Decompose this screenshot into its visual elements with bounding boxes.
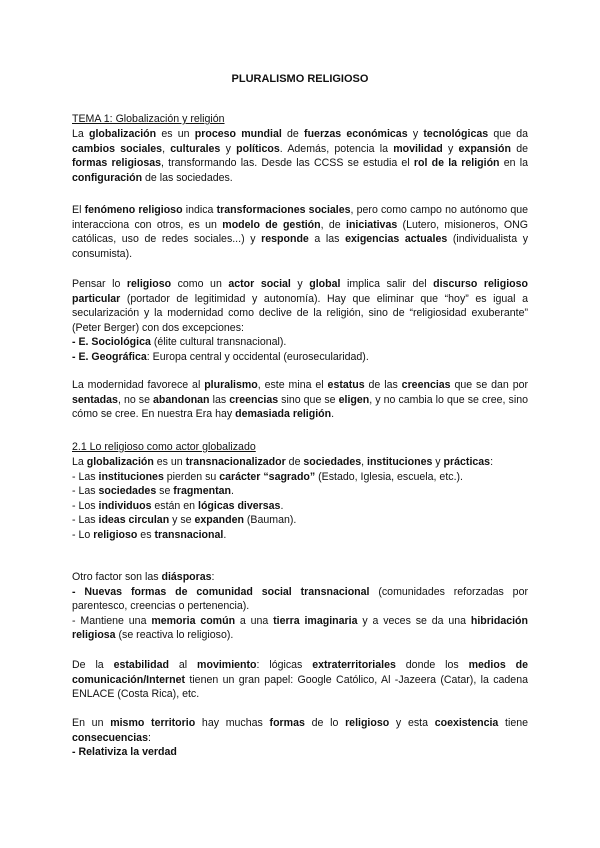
text-run: - Mantiene una bbox=[72, 614, 152, 627]
text-run: . Además, potencia la bbox=[279, 142, 394, 155]
bold-text: instituciones bbox=[367, 456, 433, 468]
text-run: de bbox=[510, 142, 528, 155]
bold-text: eligen bbox=[338, 393, 370, 406]
bold-text: hibridación religiosa bbox=[72, 614, 528, 642]
bold-text: movimiento bbox=[197, 659, 257, 671]
text-run: . bbox=[230, 485, 234, 498]
text-run: Pensar lo bbox=[72, 278, 127, 290]
text-run: pierden su bbox=[163, 470, 220, 483]
bold-text: creencias bbox=[229, 393, 279, 406]
bold-text: - Relativiza la verdad bbox=[72, 746, 177, 759]
text-run: tiene bbox=[498, 717, 529, 729]
bold-text: expanden bbox=[194, 514, 244, 527]
text-run: De la bbox=[72, 659, 114, 671]
text-run: . bbox=[331, 408, 335, 421]
paragraph-mismo-territorio bbox=[72, 716, 528, 760]
text-run: y esta bbox=[389, 717, 435, 729]
bold-text: extraterritoriales bbox=[312, 659, 396, 671]
bold-text: sociedades bbox=[98, 485, 157, 498]
text-run: (portador de legitimidad y autonomía). Hay que eliminar que “hoy” es igual a secularización y la modernidad como declive de la religión, sino de “religiosidad exuberante” (Peter Berger) con dos excepciones: bbox=[72, 292, 528, 334]
bold-text: estabilidad bbox=[113, 659, 169, 671]
paragraph-line bbox=[72, 658, 528, 702]
bold-text: políticos bbox=[236, 142, 280, 155]
text-run: sino que se bbox=[278, 393, 339, 406]
text-run: (se reactiva lo religioso). bbox=[115, 629, 234, 642]
bold-text: - E. Geográfica bbox=[72, 350, 147, 363]
text-run: las bbox=[209, 393, 230, 406]
bold-text: transformaciones sociales bbox=[216, 204, 351, 216]
bold-text: coexistencia bbox=[434, 717, 499, 729]
paragraph-line bbox=[72, 716, 528, 745]
text-run: al bbox=[168, 659, 198, 671]
text-run: y bbox=[220, 142, 237, 155]
bold-text: formas religiosas bbox=[72, 157, 162, 170]
text-run: y bbox=[407, 128, 424, 140]
text-run: hay muchas bbox=[195, 717, 270, 729]
paragraph-line bbox=[72, 745, 528, 760]
bold-text: prácticas bbox=[443, 456, 491, 468]
text-run: que da bbox=[488, 128, 529, 140]
text-run: . bbox=[223, 528, 227, 541]
section-heading-2-1: 2.1 Lo religioso como actor globalizado bbox=[72, 441, 256, 453]
bold-text: pluralismo bbox=[204, 379, 258, 391]
bold-text: religioso bbox=[126, 278, 172, 290]
text-run: , de bbox=[320, 218, 346, 231]
paragraph-globalizacion bbox=[72, 127, 528, 185]
text-run: , pero como campo no autónomo que interacciona con otros, es un bbox=[72, 204, 528, 231]
bold-text: exigencias actuales bbox=[345, 233, 448, 246]
bold-text: globalización bbox=[89, 128, 157, 140]
bold-text: consecuencias bbox=[72, 731, 148, 744]
text-run: es un bbox=[153, 456, 186, 468]
text-run: : lógicas bbox=[256, 659, 313, 671]
bold-text: fenómeno religioso bbox=[84, 204, 183, 216]
text-run: , transformando las. Desde las CCSS se estudia el bbox=[161, 157, 414, 170]
text-run: como un bbox=[171, 278, 229, 290]
text-run: se bbox=[156, 485, 174, 498]
text-run: y bbox=[442, 142, 459, 155]
text-run: La bbox=[72, 128, 90, 140]
text-run: de bbox=[285, 456, 304, 468]
text-run: : bbox=[211, 571, 215, 583]
text-run: y bbox=[290, 278, 310, 290]
text-run: , este mina el bbox=[257, 379, 328, 391]
bold-text: demasiada religión bbox=[235, 408, 332, 421]
text-run: y se bbox=[169, 514, 195, 527]
text-run: Otro factor son las bbox=[72, 571, 162, 583]
bold-text: sociedades bbox=[303, 456, 362, 468]
text-run: y a veces se da una bbox=[357, 614, 471, 627]
text-run: de bbox=[281, 128, 305, 140]
paragraph-line bbox=[72, 455, 528, 470]
text-run: en la bbox=[499, 157, 529, 170]
bold-text: - E. Sociológica bbox=[72, 336, 151, 349]
paragraph-line bbox=[72, 470, 528, 485]
text-run: es un bbox=[156, 128, 195, 140]
text-run: a las bbox=[308, 233, 346, 246]
paragraph-transnacionalizador bbox=[72, 455, 528, 543]
paragraph-line bbox=[72, 528, 528, 543]
bold-text: configuración bbox=[72, 171, 143, 184]
paragraph-diasporas bbox=[72, 570, 528, 643]
bold-text: discurso religioso particular bbox=[72, 278, 529, 305]
bold-text: movilidad bbox=[393, 142, 443, 155]
text-run: que se dan por bbox=[450, 379, 529, 391]
text-run: y bbox=[432, 456, 444, 468]
paragraph-line bbox=[72, 614, 528, 643]
bold-text: tierra imaginaria bbox=[273, 614, 358, 627]
paragraph-line bbox=[72, 585, 528, 614]
text-run: (individualista y consumista). bbox=[72, 233, 528, 260]
text-run: están en bbox=[151, 499, 198, 512]
text-run: (Bauman). bbox=[243, 514, 297, 527]
text-run: (Estado, Iglesia, escuela, etc.). bbox=[315, 470, 463, 483]
text-run: (comunidades reforzadas por parentesco, creencias o pertenencia). bbox=[72, 585, 528, 613]
text-run: En un bbox=[72, 717, 111, 729]
bold-text: medios de comunicación/Internet bbox=[72, 659, 528, 686]
text-run: : bbox=[490, 456, 494, 468]
text-run: La bbox=[72, 456, 87, 468]
text-run: - Las bbox=[72, 514, 99, 527]
bold-text: proceso mundial bbox=[194, 128, 282, 140]
paragraph-pluralismo bbox=[72, 378, 528, 422]
text-run: de las bbox=[364, 379, 402, 391]
text-run: . bbox=[280, 499, 284, 512]
text-run: a una bbox=[235, 614, 274, 627]
paragraph-line bbox=[72, 203, 528, 261]
text-run: : bbox=[147, 731, 151, 744]
bold-text: expansión bbox=[458, 142, 511, 155]
bold-text: - Nuevas formas de comunidad social transnacional bbox=[72, 585, 370, 598]
text-run: La modernidad favorece al bbox=[72, 379, 205, 391]
text-run: El bbox=[72, 204, 85, 216]
bold-text: instituciones bbox=[98, 470, 164, 483]
bold-text: memoria común bbox=[151, 614, 236, 627]
bold-text: estatus bbox=[327, 379, 365, 391]
text-run: - Lo bbox=[72, 528, 94, 541]
text-run: de lo bbox=[304, 717, 346, 729]
paragraph-line bbox=[72, 350, 528, 365]
bold-text: sentadas bbox=[72, 393, 118, 406]
paragraph-actor-social bbox=[72, 277, 528, 365]
bold-text: global bbox=[309, 278, 341, 290]
bold-text: diásporas bbox=[161, 571, 212, 583]
bold-text: cambios sociales bbox=[72, 142, 163, 155]
text-run: , bbox=[162, 142, 171, 155]
text-run: tienen un gran papel: Google Católico, Al -Jazeera (Catar), la cadena ENLACE (Costa Rica), etc. bbox=[72, 673, 528, 701]
bold-text: mismo territorio bbox=[110, 717, 196, 729]
bold-text: individuos bbox=[98, 499, 152, 512]
text-run: donde los bbox=[395, 659, 469, 671]
bold-text: iniciativas bbox=[346, 218, 398, 231]
bold-text: transnacionalizador bbox=[185, 456, 286, 468]
paragraph-line bbox=[72, 378, 528, 422]
bold-text: rol de la religión bbox=[413, 157, 500, 170]
paragraph-line bbox=[72, 277, 528, 335]
text-run: implica salir del bbox=[340, 278, 434, 290]
bold-text: responde bbox=[261, 233, 309, 246]
bold-text: actor social bbox=[228, 278, 291, 290]
bold-text: transnacional bbox=[154, 528, 224, 541]
bold-text: culturales bbox=[170, 142, 221, 155]
text-run: , bbox=[361, 456, 368, 468]
text-run: indica bbox=[182, 204, 217, 216]
text-run: , y no cambia lo que se cree, sino cómo se cree. En nuestra Era hay bbox=[72, 393, 528, 421]
text-run: es bbox=[137, 528, 155, 541]
bold-text: modelo de gestión bbox=[222, 218, 321, 231]
paragraph-line bbox=[72, 127, 528, 185]
bold-text: globalización bbox=[86, 456, 154, 468]
document-title: PLURALISMO RELIGIOSO bbox=[231, 73, 369, 85]
text-run: (Lutero, misioneros, ONG católicas, uso de redes sociales...) y bbox=[72, 218, 528, 246]
paragraph-line bbox=[72, 335, 528, 350]
paragraph-line bbox=[72, 499, 528, 514]
bold-text: abandonan bbox=[153, 393, 210, 406]
bold-text: creencias bbox=[401, 379, 451, 391]
bold-text: fuerzas económicas bbox=[304, 128, 408, 140]
bold-text: carácter “sagrado” bbox=[219, 470, 316, 483]
text-run: - Los bbox=[72, 499, 99, 512]
text-run: de las sociedades. bbox=[142, 171, 233, 184]
text-run: - Las bbox=[72, 470, 99, 483]
text-run: : Europa central y occidental (eurosecularidad). bbox=[146, 350, 369, 363]
text-run: (élite cultural transnacional). bbox=[150, 336, 287, 349]
paragraph-line bbox=[72, 513, 528, 528]
bold-text: tecnológicas bbox=[423, 128, 489, 140]
paragraph-line bbox=[72, 484, 528, 499]
bold-text: ideas circulan bbox=[98, 514, 170, 527]
paragraph-fenomeno-religioso bbox=[72, 203, 528, 261]
bold-text: formas bbox=[269, 717, 305, 729]
bold-text: religioso bbox=[93, 528, 138, 541]
bold-text: religioso bbox=[345, 717, 390, 729]
text-run: , no se bbox=[117, 393, 154, 406]
paragraph-line bbox=[72, 570, 528, 585]
bold-text: fragmentan bbox=[173, 485, 231, 498]
paragraph-movimiento bbox=[72, 658, 528, 702]
bold-text: lógicas diversas bbox=[198, 499, 281, 512]
text-run: - Las bbox=[72, 485, 99, 498]
section-heading-tema-1: TEMA 1: Globalización y religión bbox=[72, 113, 225, 125]
